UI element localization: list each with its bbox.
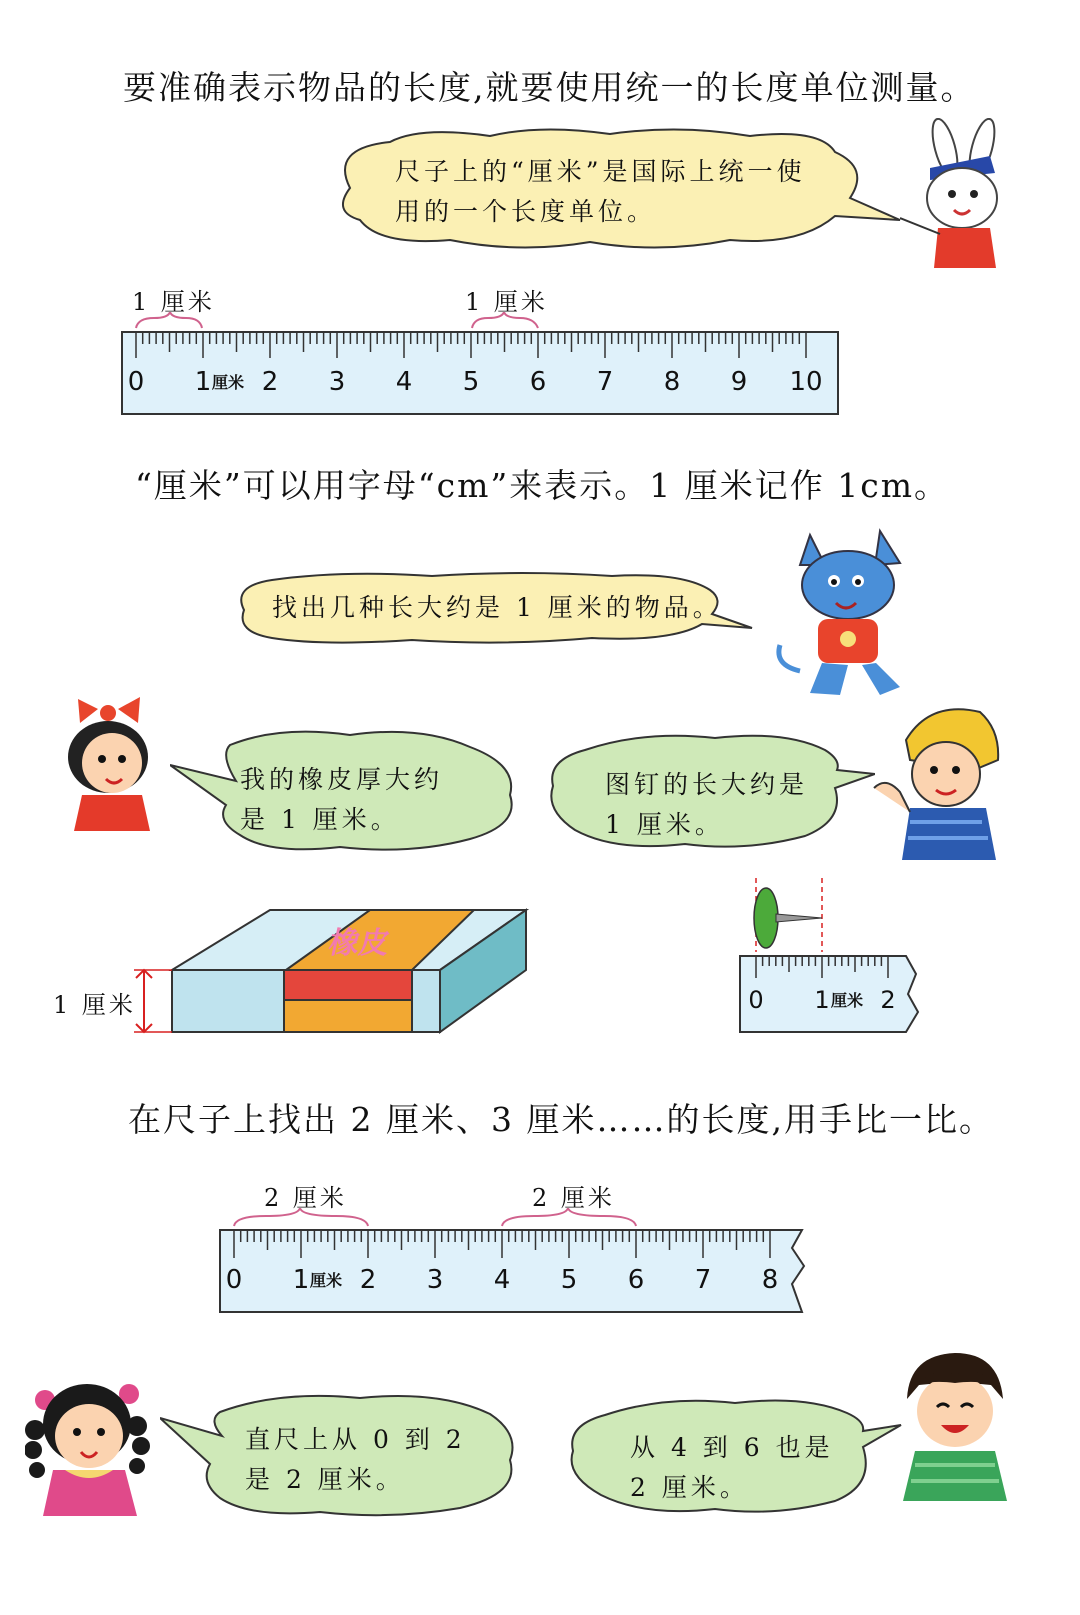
- bubble-rabbit-text: 尺子上的“厘米”是国际上统一使 用的一个长度单位。: [395, 157, 806, 226]
- ruler-number-label: 5: [560, 1265, 578, 1295]
- eraser-word: 橡皮: [325, 926, 393, 961]
- bracket-label-a: 1 厘米: [132, 288, 215, 316]
- ruler-number-label: 0: [225, 1265, 243, 1295]
- ruler-number-label: 2: [359, 1265, 377, 1295]
- ruler-number-label: 9: [730, 367, 748, 397]
- bubble-boy2-text: 从 4 到 6 也是 2 厘米。: [630, 1433, 834, 1502]
- bracket2-label-a: 2 厘米: [264, 1184, 347, 1212]
- ruler-number-label: 10: [789, 367, 823, 397]
- ruler-number-label: 1: [292, 1265, 310, 1295]
- cm-note: “厘米”可以用字母“cm”来表示。1 厘米记作 1cm。: [135, 466, 950, 505]
- ruler-number-label: 6: [627, 1265, 645, 1295]
- task-text: 在尺子上找出 2 厘米、3 厘米……的长度,用手比一比。: [128, 1100, 994, 1139]
- ruler-number-label: 0: [127, 367, 145, 397]
- ruler-number-label: 0: [748, 986, 764, 1014]
- ruler-number-label: 1: [814, 986, 830, 1014]
- ruler-unit-label: 厘米: [831, 991, 864, 1010]
- ruler-number-label: 7: [694, 1265, 712, 1295]
- ruler-number-label: 8: [761, 1265, 779, 1295]
- bracket-label-b: 1 厘米: [465, 288, 548, 316]
- ruler-number-label: 2: [880, 986, 896, 1014]
- ruler-unit-label: 厘米: [212, 373, 245, 392]
- eraser-height-label: 1 厘米: [53, 991, 136, 1019]
- bubble-cat-text: 找出几种长大约是 1 厘米的物品。: [272, 593, 722, 622]
- eraser-illustration: [40, 900, 540, 1050]
- ruler-number-label: 5: [462, 367, 480, 397]
- ruler-number-label: 4: [493, 1265, 511, 1295]
- blue-cat-icon: [770, 525, 920, 705]
- ruler-number-label: 2: [261, 367, 279, 397]
- ruler-number-label: 7: [596, 367, 614, 397]
- boy-green-sweater-icon: [895, 1345, 1015, 1505]
- bubble-girl2-text: 直尺上从 0 到 2 是 2 厘米。: [245, 1425, 466, 1494]
- bracket2-label-b: 2 厘米: [532, 1184, 615, 1212]
- ruler-number-label: 3: [426, 1265, 444, 1295]
- ruler-number-label: 8: [663, 367, 681, 397]
- thumbtack-icon: [754, 888, 778, 948]
- bubble-boy1-text: 图钉的长大约是 1 厘米。: [605, 770, 809, 839]
- ruler-number-label: 1: [194, 367, 212, 397]
- bubble-girl1-text: 我的橡皮厚大约 是 1 厘米。: [240, 765, 444, 834]
- intro-text: 要准确表示物品的长度,就要使用统一的长度单位测量。: [123, 68, 976, 107]
- boy-yellow-cap-icon: [870, 700, 1010, 870]
- girl-with-bow-icon: [58, 695, 168, 835]
- ruler-unit-label: 厘米: [310, 1271, 343, 1290]
- thumbtack-ruler: [736, 876, 936, 1036]
- girl-with-braids-icon: [25, 1370, 165, 1520]
- ruler-2: [216, 1208, 816, 1318]
- ruler-number-label: 3: [328, 367, 346, 397]
- rabbit-teacher-icon: [900, 118, 1020, 278]
- ruler-number-label: 6: [529, 367, 547, 397]
- ruler-number-label: 4: [395, 367, 413, 397]
- ruler-1: [120, 312, 850, 422]
